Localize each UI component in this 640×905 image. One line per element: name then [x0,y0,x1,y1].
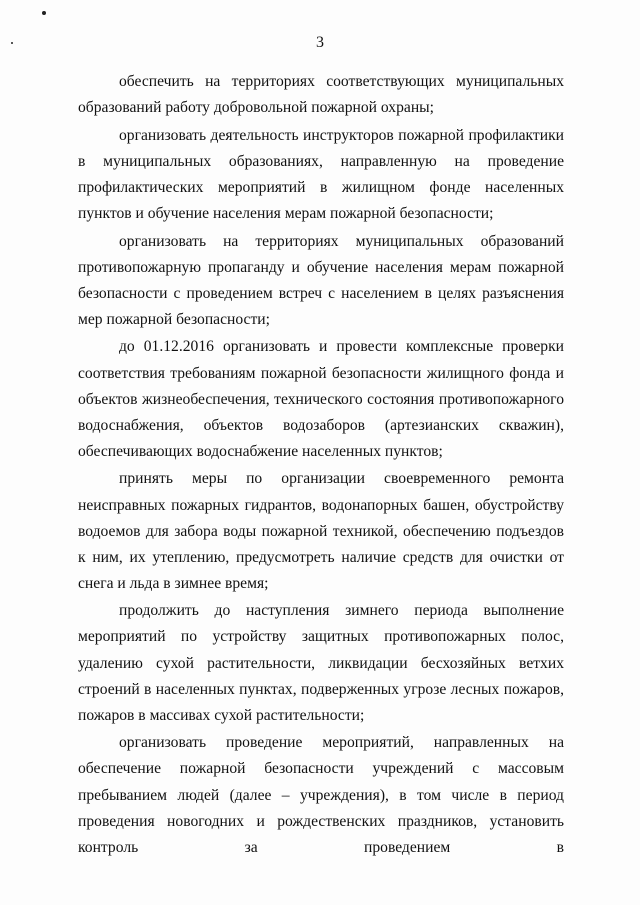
paragraph-protective-strips: продолжить до наступления зимнего периода выполнение мероприятий по устройству защитных противопожарных полос, удалению сухой растительности, ликвидации бесхозяйных ветхих строений в населенных пунктах, подверженных угрозе лесных пожаров, пожаров в массивах сухой растительности; [78,602,564,724]
paragraph-fire-prevention-instructors: организовать деятельность инструкторов пожарной профилактики в муниципальных образованиях, направленную на проведение профилактических мероприятий в жилищном фонде населенных пунктов и обучение населения мерам пожарной безопасности; [78,126,564,222]
paragraph-institution-fire-safety: организовать проведение мероприятий, направленных на обеспечение пожарной безопасности учреждений с массовым пребыванием людей (далее – учреждения), в том числе в период проведения новогодних и рождественских праздников, установить контроль за проведением в [78,734,564,856]
paragraph-hydrant-repair: принять меры по организации своевременного ремонта неисправных пожарных гидрантов, водонапорных башен, обустройству водоемов для забора воды пожарной техникой, обеспечению подъездов к ним, их утеплению, предусмотреть наличие средств для очистки от снега и льда в зимнее время; [78,470,564,592]
paragraph-volunteer-fire-protection: обеспечить на территориях соответствующих муниципальных образований работу добровольной пожарной охраны; [78,73,564,117]
scan-speck [42,11,46,15]
page-number: 3 [316,34,324,51]
paragraph-fire-safety-propaganda: организовать на территориях муниципальных образований противопожарную пропаганду и обучение населения мерам пожарной безопасности с проведением встреч с населением в целях разъяснения мер пожарной безопасности; [78,232,564,328]
paragraph-comprehensive-inspections: до 01.12.2016 организовать и провести комплексные проверки соответствия требованиям пожарной безопасности жилищного фонда и объектов жизнеобеспечения, технического состояния противопожарного водоснабжения, объектов водозаборов (артезианских скважин), обеспечивающих водоснабжение населенных пунктов; [78,338,564,460]
document-body [78,69,564,862]
